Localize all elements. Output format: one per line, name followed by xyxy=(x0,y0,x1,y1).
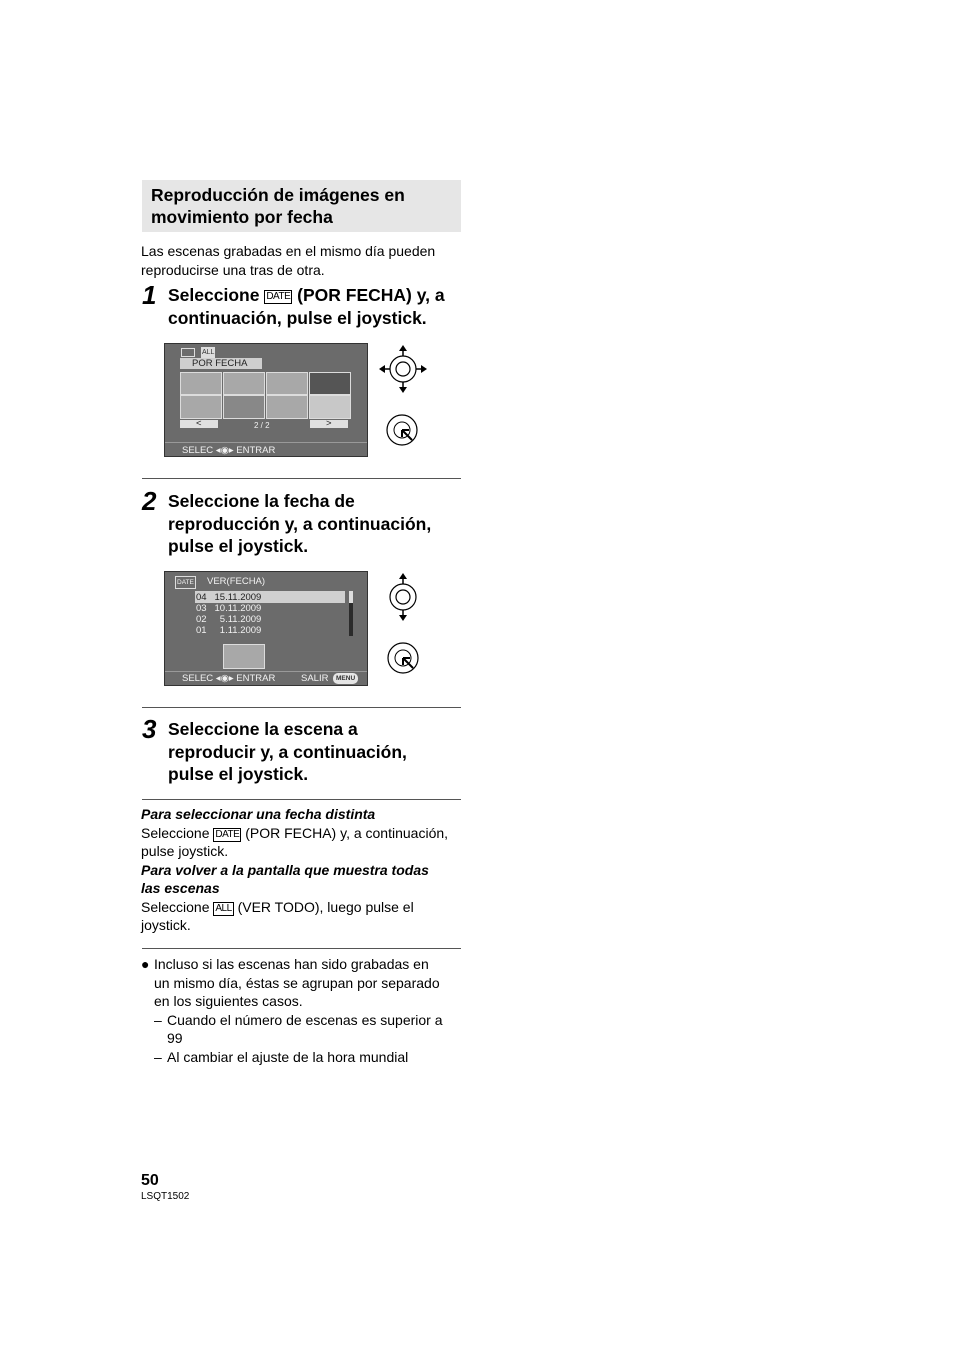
footer-selec: SELEC ◂◉▸ ENTRAR xyxy=(182,445,276,456)
intro-text: Las escenas grabadas en el mismo día pueden reproducirse una tras de otra. xyxy=(141,243,436,278)
bullet-list xyxy=(141,955,466,1066)
thumbnail[interactable] xyxy=(223,395,265,419)
date-icon: DATE xyxy=(266,291,291,302)
date-row[interactable]: 01 1.11.2009 xyxy=(196,625,262,636)
bullet-icon: ● xyxy=(141,956,150,972)
footer-selec: SELEC ◂◉▸ ENTRAR xyxy=(182,673,276,684)
step-3-number: 3 xyxy=(142,714,157,744)
lcd-screen-ver-fecha xyxy=(164,571,368,686)
note-text: Seleccione ALL (VER TODO), luego pulse el joystick. xyxy=(141,898,414,933)
thumbnail[interactable] xyxy=(309,372,351,395)
page-number: 50 xyxy=(141,1172,159,1189)
thumbnail[interactable] xyxy=(180,395,222,419)
page-indicator: 2 / 2 xyxy=(254,421,270,430)
thumbnail[interactable] xyxy=(266,395,308,419)
prev-page-button[interactable]: < xyxy=(180,420,218,428)
joystick-four-way-icon xyxy=(378,344,428,394)
section-title: Reproducción de imágenes en movimiento por fecha xyxy=(151,185,405,227)
step-1-number: 1 xyxy=(142,280,157,310)
list-item: ● Incluso si las escenas han sido grabadas en un mismo día, éstas se agrupan por separado en los siguientes casos. xyxy=(141,956,440,1009)
thumbnail[interactable] xyxy=(266,372,308,395)
joystick-small-icon: ◂◉▸ xyxy=(215,673,234,684)
all-icon: ALL xyxy=(215,902,232,914)
date-row[interactable]: 04 15.11.2009 xyxy=(196,592,262,603)
note-text: Seleccione DATE (POR FECHA) y, a continuación, pulse joystick. xyxy=(141,824,449,859)
step-1-text: Seleccione DATE (POR FECHA) y, a continuación, pulse el joystick. xyxy=(168,285,445,328)
thumbnail[interactable] xyxy=(309,395,351,419)
notes-block xyxy=(141,805,466,935)
thumbnail[interactable] xyxy=(223,372,265,395)
list-item: – Al cambiar el ajuste de la hora mundial xyxy=(154,1048,409,1065)
note-heading: Para volver a la pantalla que muestra todas las escenas xyxy=(141,861,429,896)
joystick-small-icon: ◂◉▸ xyxy=(215,445,234,456)
scrollbar[interactable] xyxy=(349,591,353,636)
next-page-button[interactable]: > xyxy=(310,420,348,428)
section-header xyxy=(142,180,461,232)
all-icon: ALL xyxy=(202,349,215,356)
joystick-press-icon xyxy=(385,413,419,447)
list-item: – Cuando el número de escenas es superior a 99 xyxy=(154,1011,443,1046)
document-code: LSQT1502 xyxy=(141,1191,190,1202)
preview-thumbnail xyxy=(223,644,265,669)
menu-button-icon: MENU xyxy=(333,673,358,684)
play-mode-icon xyxy=(181,348,195,357)
date-row[interactable]: 03 10.11.2009 xyxy=(196,603,262,614)
lcd-screen-por-fecha xyxy=(164,343,368,457)
divider xyxy=(142,948,461,949)
dash-icon: – xyxy=(154,1048,162,1065)
divider xyxy=(165,671,367,672)
step-2-text: Seleccione la fecha de reproducción y, a continuación, pulse el joystick. xyxy=(168,491,432,556)
divider xyxy=(142,478,461,479)
footer-salir: SALIR xyxy=(301,673,329,684)
date-icon: DATE xyxy=(175,576,196,589)
joystick-press-icon xyxy=(386,641,420,675)
dash-icon: – xyxy=(154,1011,162,1028)
step-3-text: Seleccione la escena a reproducir y, a continuación, pulse el joystick. xyxy=(168,719,407,784)
divider xyxy=(142,799,461,800)
date-row[interactable]: 02 5.11.2009 xyxy=(196,614,262,625)
date-icon: DATE xyxy=(215,828,240,840)
screen-title: VER(FECHA) xyxy=(207,576,266,587)
joystick-up-down-icon xyxy=(386,572,420,622)
step-2-number: 2 xyxy=(142,486,157,516)
por-fecha-tab[interactable]: POR FECHA xyxy=(180,358,262,369)
note-heading: Para seleccionar una fecha distinta xyxy=(141,806,376,822)
divider xyxy=(142,707,461,708)
thumbnail[interactable] xyxy=(180,372,222,395)
divider xyxy=(165,442,367,443)
